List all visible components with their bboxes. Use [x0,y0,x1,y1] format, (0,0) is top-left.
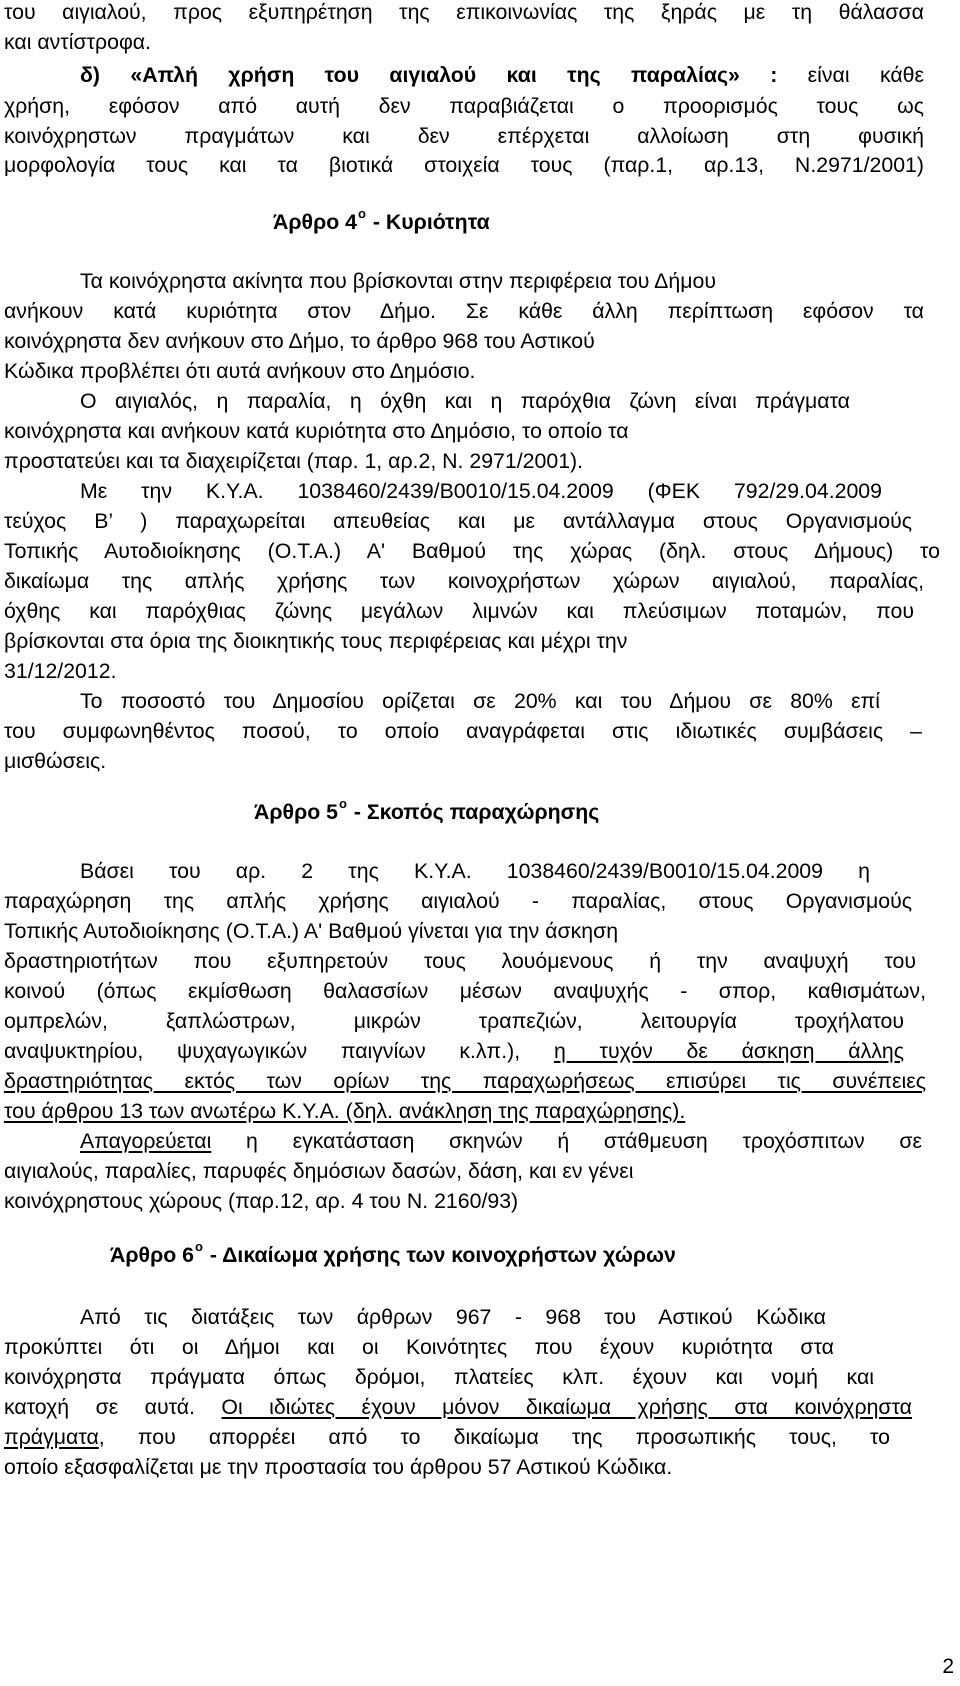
underlined-text: πράγματα [4,1425,99,1449]
text-line: τεύχος Β’ ) παραχωρείται απευθείας και με αντάλλαγμα στους Οργανισμούς [4,509,912,533]
text-line [4,1392,912,1422]
text-span: είναι κάθε [777,63,924,87]
text-line: του συμφωνηθέντος ποσού, το οποίο αναγράφεται στις ιδιωτικές συμβάσεις – [4,719,922,743]
text-line: αιγιαλούς, παραλίες, παρυφές δημόσιων δασών, δάση, και εν γένει [4,1159,634,1183]
text-line: κοινόχρηστα και ανήκουν κατά κυριότητα στο Δημόσιο, το οποίο τα [4,419,629,443]
text-line: κοινού (όπως εκμίσθωση θαλασσίων μέσων αναψυχής - σπορ, καθισμάτων, [4,979,926,1003]
text-line: και αντίστροφα. [4,30,152,54]
definition-term: δ) «Απλή χρήση του αιγιαλού και της παραλίας» : [80,63,778,87]
text-line [4,1036,904,1066]
text-line: Τοπικής Αυτοδιοίκησης (Ο.Τ.Α.) Α' Βαθμού της χώρας (δηλ. στους Δήμους) το [4,539,940,563]
heading-superscript: ο [339,796,347,811]
text-line: μισθώσεις. [4,749,107,773]
text-span: αναψυκτηρίου, ψυχαγωγικών παιγνίων κ.λπ.), [4,1039,554,1063]
article-4-heading [273,207,490,237]
page-number: 2 [942,1655,954,1678]
text-line: Κώδικα προβλέπει ότι αυτά ανήκουν στο Δημόσιο. [4,359,476,383]
article-5-heading [254,797,599,827]
heading-text: - Δικαίωμα χρήσης των κοινοχρήστων χώρων [203,1243,676,1267]
heading-text: Άρθρο 5 [254,800,339,824]
text-line: ανήκουν κατά κυριότητα στον Δήμο. Σε κάθε άλλη περίπτωση εφόσον τα [4,299,924,323]
heading-text: - Κυριότητα [366,210,490,234]
heading-text: Άρθρο 4 [273,210,358,234]
text-line: οποίο εξασφαλίζεται με την προστασία του άρθρου 57 Αστικού Κώδικα. [4,1455,673,1479]
text-line: μορφολογία τους και τα βιοτικά στοιχεία τους (παρ.1, αρ.13, Ν.2971/2001) [4,153,924,177]
text-line: κοινόχρηστα δεν ανήκουν στο Δήμο, το άρθρο 968 του Αστικού [4,329,595,353]
text-line: Τοπικής Αυτοδιοίκησης (Ο.Τ.Α.) Α' Βαθμού γίνεται για την άσκηση [4,919,619,943]
text-line: 31/12/2012. [4,659,117,683]
text-line: Από τις διατάξεις των άρθρων 967 - 968 του Αστικού Κώδικα [80,1305,826,1329]
text-line [4,1422,890,1452]
text-line [4,1096,685,1126]
text-line: Ο αιγιαλός, η παραλία, η όχθη και η παρόχθια ζώνη είναι πράγματα [80,389,850,413]
text-line: Τα κοινόχρηστα ακίνητα που βρίσκονται στην περιφέρεια του Δήμου [80,269,716,293]
text-line: του αιγιαλού, προς εξυπηρέτηση της επικοινωνίας της ξηράς με τη θάλασσα [4,0,924,24]
text-line: δικαίωμα της απλής χρήσης των κοινοχρήστων χώρων αιγιαλού, παραλίας, [4,569,924,593]
text-line [80,60,924,90]
text-line: προστατεύει και τα διαχειρίζεται (παρ. 1, αρ.2, Ν. 2971/2001). [4,449,584,473]
text-line: παραχώρηση της απλής χρήσης αιγιαλού - παραλίας, στους Οργανισμούς [4,889,912,913]
text-line: κοινόχρηστων πραγμάτων και δεν επέρχεται αλλοίωση στη φυσική [4,124,924,148]
text-line: ομπρελών, ξαπλώστρων, μικρών τραπεζιών, λειτουργία τροχήλατου [4,1009,904,1033]
underlined-text: δραστηριότητας εκτός των ορίων της παραχωρήσεως επισύρει τις συνέπειες [4,1069,926,1093]
underlined-text: Οι ιδιώτες έχουν μόνον δικαίωμα χρήσης στα κοινόχρηστα [221,1395,912,1419]
article-6-heading [110,1240,676,1270]
text-line [80,1126,922,1156]
heading-text: - Σκοπός παραχώρησης [347,800,600,824]
text-line: κοινόχρηστα πράγματα όπως δρόμοι, πλατείες κλπ. έχουν και νομή και [4,1365,874,1389]
text-line: χρήση, εφόσον από αυτή δεν παραβιάζεται ο προορισμός τους ως [4,94,924,118]
text-line: Με την Κ.Υ.Α. 1038460/2439/Β0010/15.04.2009 (ΦΕΚ 792/29.04.2009 [80,479,882,503]
text-line: βρίσκονται στα όρια της διοικητικής τους περιφέρειας και μέχρι την [4,629,628,653]
text-line: Το ποσοστό του Δημοσίου ορίζεται σε 20% και του Δήμου σε 80% επί [80,689,880,713]
text-line: όχθης και παρόχθιας ζώνης μεγάλων λιμνών και πλεύσιμων ποταμών, που [4,599,914,623]
heading-superscript: ο [195,1239,203,1254]
text-line [4,1066,926,1096]
text-line: προκύπτει ότι οι Δήμοι και οι Κοινότητες που έχουν κυριότητα στα [4,1335,834,1359]
text-span: κατοχή σε αυτά. [4,1395,222,1419]
underlined-text: Απαγορεύεται [80,1129,212,1153]
underlined-text: του άρθρου 13 των ανωτέρω Κ.Υ.Α. (δηλ. ανάκληση της παραχώρησης). [4,1099,686,1123]
text-span: η εγκατάσταση σκηνών ή στάθμευση τροχόσπιτων σε [211,1129,922,1153]
heading-text: Άρθρο 6 [110,1243,195,1267]
heading-superscript: ο [358,206,366,221]
text-span: , που απορρέει από το δικαίωμα της προσωπικής τους, το [98,1425,890,1449]
underlined-text: η τυχόν δε άσκηση άλλης [553,1039,904,1063]
text-line: δραστηριοτήτων που εξυπηρετούν τους λουόμενους ή την αναψυχή του [4,949,916,973]
text-line: κοινόχρηστους χώρους (παρ.12, αρ. 4 του Ν. 2160/93) [4,1189,519,1213]
text-line: Βάσει του αρ. 2 της Κ.Υ.Α. 1038460/2439/Β0010/15.04.2009 η [80,859,870,883]
